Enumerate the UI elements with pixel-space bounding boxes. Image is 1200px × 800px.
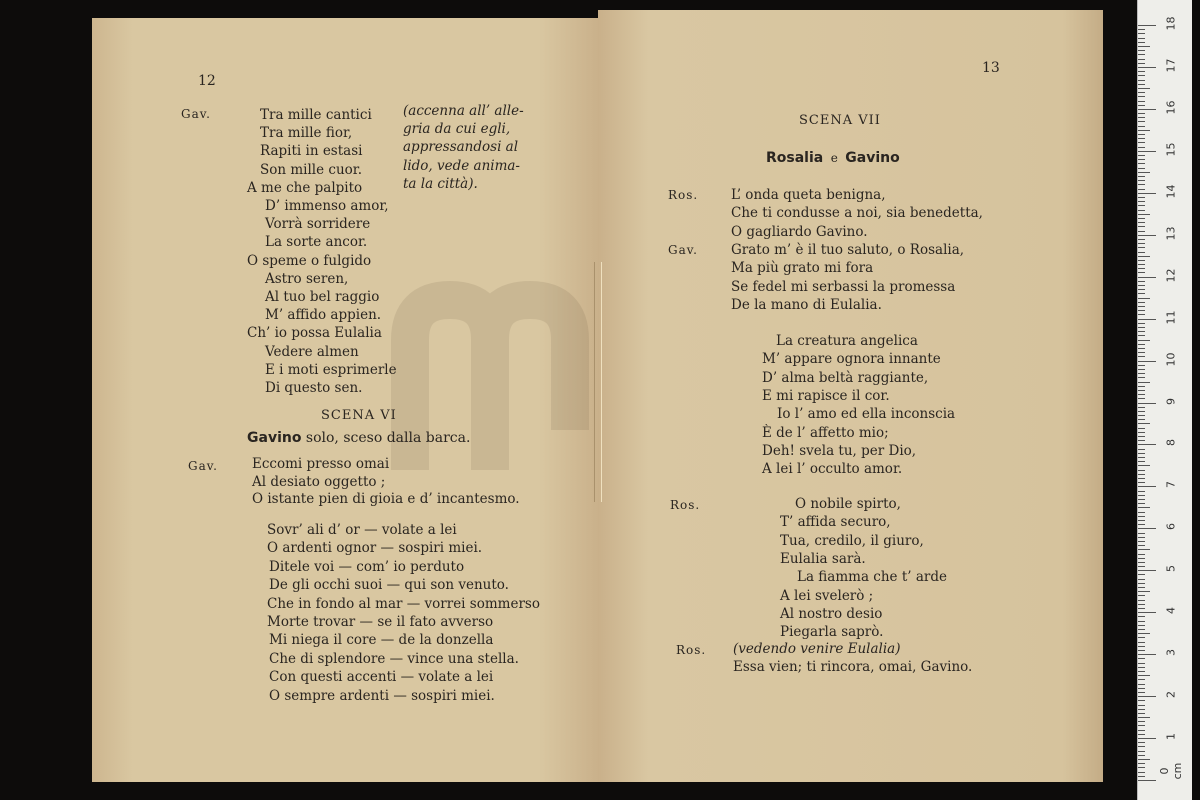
ruler-tick	[1138, 713, 1145, 714]
ruler-tick	[1138, 746, 1145, 747]
verse-line: Al nostro desio	[780, 605, 883, 622]
ruler-tick	[1138, 256, 1150, 257]
ruler-tick	[1138, 776, 1145, 777]
verse-line: T’ affida securo,	[780, 514, 891, 531]
ruler-tick	[1138, 671, 1145, 672]
ruler-tick	[1138, 482, 1145, 483]
ruler-tick	[1138, 168, 1145, 169]
ruler-tick	[1138, 101, 1145, 102]
ruler-tick	[1138, 84, 1145, 85]
scene-heading: SCENA VII	[799, 113, 881, 128]
ruler-tick	[1138, 189, 1145, 190]
ruler-tick	[1138, 285, 1145, 286]
ruler-tick	[1138, 210, 1145, 211]
verse-line: Son mille cuor.	[260, 161, 363, 178]
ruler-tick	[1138, 587, 1145, 588]
verse-line: M’ appare ognora innante	[762, 351, 941, 368]
speaker-label: Ros.	[668, 188, 699, 202]
ruler-tick	[1138, 512, 1145, 513]
ruler-tick	[1138, 562, 1145, 563]
verse-line: gria da cui egli,	[403, 121, 511, 138]
verse-line: Mi niega il core — de la donzella	[269, 632, 494, 649]
ruler-tick	[1138, 105, 1145, 106]
ruler-tick	[1138, 155, 1145, 156]
ruler-tick	[1138, 558, 1145, 559]
ruler-tick	[1138, 684, 1145, 685]
ruler-tick	[1138, 352, 1145, 353]
ruler-tick	[1138, 176, 1145, 177]
ruler-tick	[1138, 38, 1145, 39]
ruler-tick	[1138, 272, 1145, 273]
ruler-label: 17	[1164, 58, 1178, 73]
ruler-tick	[1138, 528, 1156, 529]
ruler-tick	[1138, 398, 1145, 399]
ruler-tick	[1138, 218, 1145, 219]
ruler-tick	[1138, 29, 1145, 30]
ruler-tick	[1138, 180, 1145, 181]
verse-line: Con questi accenti — volate a lei	[269, 669, 494, 686]
ruler-tick	[1138, 268, 1145, 269]
verse-line: appressandosi al	[403, 139, 519, 156]
speaker-label: Gav.	[181, 107, 211, 121]
verse-line: lido, vede anima-	[403, 157, 520, 174]
ruler-tick	[1138, 692, 1145, 693]
ruler-tick	[1138, 574, 1145, 575]
ruler-tick	[1138, 423, 1150, 424]
verse-line: M’ affido appien.	[265, 307, 382, 324]
ruler-tick	[1138, 516, 1145, 517]
verse-line: Se fedel mi serbassi la promessa	[731, 278, 956, 295]
ruler-tick	[1138, 566, 1145, 567]
ruler-tick	[1138, 428, 1145, 429]
ruler-tick	[1138, 637, 1145, 638]
ruler-tick	[1138, 742, 1145, 743]
verse-line: O sempre ardenti — sospiri miei.	[269, 687, 495, 704]
ruler-tick	[1138, 340, 1150, 341]
ruler-tick	[1138, 440, 1145, 441]
verse-line: Eccomi presso omai	[252, 456, 390, 472]
ruler-label: 15	[1164, 142, 1178, 157]
ruler-tick	[1138, 390, 1145, 391]
ruler-tick	[1138, 247, 1145, 248]
ruler-tick	[1138, 616, 1145, 617]
ruler-tick	[1138, 117, 1145, 118]
measuring-ruler	[1137, 0, 1192, 800]
ruler-label: 0 cm	[1158, 762, 1184, 780]
ruler-tick	[1138, 356, 1145, 357]
ruler-tick	[1138, 751, 1145, 752]
ruler-label: 10	[1164, 352, 1178, 367]
verse-line: Che in fondo al mar — vorrei sommerso	[267, 595, 540, 612]
ruler-label: 11	[1164, 310, 1178, 325]
page-number-left: 12	[198, 73, 216, 89]
verse-line: L’ onda queta benigna,	[731, 187, 886, 203]
ruler-tick	[1138, 348, 1145, 349]
verse-line: D’ alma beltà raggiante,	[762, 369, 929, 386]
ruler-tick	[1138, 696, 1156, 697]
ruler-tick	[1138, 444, 1156, 445]
ruler-tick	[1138, 377, 1145, 378]
ruler-tick	[1138, 621, 1145, 622]
character-name: Rosalia	[766, 150, 824, 166]
ruler-tick	[1138, 42, 1145, 43]
ruler-tick	[1138, 75, 1145, 76]
ruler-label: 7	[1164, 481, 1178, 489]
ruler-tick	[1138, 407, 1145, 408]
ruler-tick	[1138, 54, 1145, 55]
ruler-tick	[1138, 205, 1145, 206]
verse-line: Piegarla saprò.	[780, 624, 884, 641]
ruler-tick	[1138, 608, 1145, 609]
ruler-tick	[1138, 197, 1145, 198]
ruler-tick	[1138, 524, 1145, 525]
ruler-tick	[1138, 491, 1145, 492]
ruler-tick	[1138, 461, 1145, 462]
ruler-tick	[1138, 767, 1145, 768]
speaker-label: Gav.	[188, 459, 218, 473]
ruler-tick	[1138, 88, 1150, 89]
verse-line: A lei l’ occulto amor.	[762, 461, 903, 478]
ruler-tick	[1138, 470, 1145, 471]
ruler-tick	[1138, 453, 1145, 454]
ruler-tick	[1138, 654, 1156, 655]
verse-line: E mi rapisce il cor.	[762, 387, 890, 404]
ruler-tick	[1138, 449, 1145, 450]
ruler-tick	[1138, 604, 1145, 605]
ruler-tick	[1138, 142, 1145, 143]
ruler-tick	[1138, 226, 1145, 227]
ruler-tick	[1138, 126, 1145, 127]
speaker-label: Gav.	[668, 243, 698, 257]
ruler-tick	[1138, 147, 1145, 148]
ruler-tick	[1138, 71, 1145, 72]
ruler-tick	[1138, 679, 1145, 680]
ruler-tick	[1138, 151, 1156, 152]
verse-line: D’ immenso amor,	[265, 198, 389, 214]
verse-line: Al tuo bel raggio	[265, 289, 380, 305]
museum-watermark-logo	[390, 280, 640, 480]
ruler-tick	[1138, 113, 1145, 114]
ruler-tick	[1138, 591, 1150, 592]
ruler-tick	[1138, 667, 1145, 668]
ruler-tick	[1138, 310, 1145, 311]
ruler-tick	[1138, 465, 1150, 466]
ruler-tick	[1138, 642, 1145, 643]
ruler-label: 4	[1164, 607, 1178, 615]
ruler-tick	[1138, 709, 1145, 710]
verse-line: Rapiti in estasi	[260, 143, 363, 160]
ruler-tick	[1138, 419, 1145, 420]
ruler-tick	[1138, 772, 1145, 773]
ruler-tick	[1138, 46, 1150, 47]
verse-line: O gagliardo Gavino.	[731, 223, 868, 240]
speaker-label: Ros.	[670, 498, 701, 512]
ruler-tick	[1138, 780, 1156, 781]
ruler-tick	[1138, 579, 1145, 580]
ruler-label: 13	[1164, 226, 1178, 241]
ruler-tick	[1138, 243, 1145, 244]
ruler-tick	[1138, 721, 1145, 722]
ruler-tick	[1138, 545, 1145, 546]
ruler-tick	[1138, 717, 1150, 718]
ruler-tick	[1138, 625, 1145, 626]
verse-line: Vorrà sorridere	[265, 216, 371, 233]
ruler-tick	[1138, 239, 1145, 240]
ruler-tick	[1138, 33, 1145, 34]
ruler-tick	[1138, 344, 1145, 345]
ruler-tick	[1138, 700, 1145, 701]
ruler-tick	[1138, 763, 1145, 764]
verse-line: Grato m’ è il tuo saluto, o Rosalia,	[731, 242, 965, 258]
stage-direction: (vedendo venire Eulalia)	[733, 641, 901, 657]
ruler-tick	[1138, 289, 1145, 290]
verse-line: Io l’ amo ed ella inconscia	[777, 406, 956, 423]
ruler-tick	[1138, 293, 1145, 294]
ruler-tick	[1138, 411, 1145, 412]
ruler-label: 5	[1164, 565, 1178, 573]
ruler-label: 16	[1164, 100, 1178, 115]
ruler-tick	[1138, 63, 1145, 64]
ruler-tick	[1138, 583, 1145, 584]
verse-line: E i moti esprimerle	[265, 361, 397, 378]
speaker-label: Ros.	[676, 643, 707, 657]
ruler-tick	[1138, 222, 1145, 223]
ruler-tick	[1138, 327, 1145, 328]
ruler-tick	[1138, 193, 1156, 194]
ruler-tick	[1138, 403, 1156, 404]
ruler-tick	[1138, 499, 1145, 500]
verse-line: O ardenti ognor — sospiri miei.	[267, 540, 483, 557]
ruler-label: 6	[1164, 523, 1178, 531]
page-number-right: 13	[982, 60, 1000, 76]
verse-line: O istante pien di gioia e d’ incantesmo.	[252, 491, 520, 507]
ruler-tick	[1138, 260, 1145, 261]
ruler-tick	[1138, 570, 1156, 571]
verse-line: Deh! svela tu, per Dio,	[762, 442, 917, 459]
verse-line: È de l’ affetto mio;	[762, 424, 889, 441]
ruler-tick	[1138, 554, 1145, 555]
ruler-tick	[1138, 134, 1145, 135]
ruler-tick	[1138, 25, 1156, 26]
verse-line: La creatura angelica	[776, 333, 918, 349]
ruler-tick	[1138, 235, 1156, 236]
verse-line: A lei svelerò ;	[780, 587, 874, 604]
verse-line: Astro seren,	[265, 270, 349, 287]
verse-line: A me che palpito	[247, 179, 363, 196]
ruler-tick	[1138, 298, 1150, 299]
ruler-tick	[1138, 59, 1145, 60]
ruler-label: 1	[1164, 733, 1178, 741]
scene-heading: SCENA VI	[321, 408, 397, 423]
ruler-tick	[1138, 432, 1145, 433]
ruler-tick	[1138, 730, 1145, 731]
scene-note: solo, sceso dalla barca.	[305, 430, 471, 446]
ruler-tick	[1138, 214, 1150, 215]
ruler-tick	[1138, 264, 1145, 265]
scene-characters	[766, 150, 900, 166]
ruler-tick	[1138, 365, 1145, 366]
ruler-tick	[1138, 231, 1145, 232]
ruler-tick	[1138, 612, 1156, 613]
ruler-tick	[1138, 600, 1145, 601]
ruler-tick	[1138, 738, 1156, 739]
ruler-label: 12	[1164, 268, 1178, 283]
ruler-tick	[1138, 163, 1145, 164]
scene-description	[247, 430, 470, 446]
ruler-tick	[1138, 319, 1156, 320]
verse-line: Tua, credilo, il giuro,	[780, 532, 924, 549]
ruler-tick	[1138, 658, 1145, 659]
ruler-tick	[1138, 457, 1145, 458]
verse-line: De la mano di Eulalia.	[731, 296, 882, 313]
ruler-tick	[1138, 629, 1145, 630]
verse-line: Al desiato oggetto ;	[252, 473, 386, 490]
ruler-label: 9	[1164, 397, 1178, 405]
verse-line: Tra mille fior,	[260, 125, 353, 142]
ruler-tick	[1138, 323, 1145, 324]
ruler-tick	[1138, 306, 1145, 307]
ruler-tick	[1138, 96, 1145, 97]
verse-line: Morte trovar — se il fato avverso	[267, 614, 494, 630]
verse-line: La sorte ancor.	[265, 234, 368, 251]
ruler-tick	[1138, 495, 1145, 496]
ruler-tick	[1138, 184, 1145, 185]
ruler-tick	[1138, 675, 1150, 676]
ruler-tick	[1138, 252, 1145, 253]
ruler-tick	[1138, 663, 1145, 664]
ruler-tick	[1138, 533, 1145, 534]
ruler-tick	[1138, 759, 1150, 760]
verse-line: Essa vien; ti rincora, omai, Gavino.	[733, 659, 973, 675]
ruler-tick	[1138, 172, 1150, 173]
ruler-tick	[1138, 92, 1145, 93]
ruler-tick	[1138, 541, 1145, 542]
ruler-tick	[1138, 394, 1145, 395]
ruler-tick	[1138, 734, 1145, 735]
ruler-label: 8	[1164, 439, 1178, 447]
ruler-tick	[1138, 302, 1145, 303]
ruler-tick	[1138, 507, 1150, 508]
verse-line: (accenna all’ alle-	[403, 103, 524, 119]
ruler-tick	[1138, 121, 1145, 122]
ruler-tick	[1138, 382, 1150, 383]
ruler-label: 14	[1164, 184, 1178, 199]
ruler-tick	[1138, 369, 1145, 370]
ruler-tick	[1138, 80, 1145, 81]
ruler-tick	[1138, 474, 1145, 475]
ruler-tick	[1138, 331, 1145, 332]
ruler-tick	[1138, 650, 1145, 651]
verse-line: Ditele voi — com’ io perduto	[269, 558, 465, 575]
character-name: Gavino	[845, 150, 900, 166]
ruler-tick	[1138, 549, 1150, 550]
ruler-tick	[1138, 277, 1156, 278]
ruler-tick	[1138, 50, 1145, 51]
ruler-tick	[1138, 478, 1145, 479]
verse-line: Eulalia sarà.	[780, 550, 866, 567]
ruler-tick	[1138, 503, 1145, 504]
verse-line: Sovr’ ali d’ or — volate a lei	[267, 522, 457, 538]
ruler-label: 3	[1164, 649, 1178, 657]
ruler-tick	[1138, 436, 1145, 437]
ruler-tick	[1138, 755, 1145, 756]
verse-line: Ma più grato mi fora	[731, 260, 874, 277]
verse-line: Che di splendore — vince una stella.	[269, 650, 519, 667]
verse-line: De gli occhi suoi — qui son venuto.	[269, 577, 509, 594]
ruler-tick	[1138, 725, 1145, 726]
ruler-tick	[1138, 688, 1145, 689]
verse-line: Tra mille cantici	[260, 107, 372, 123]
ruler-label: 18	[1164, 16, 1178, 31]
ruler-tick	[1138, 109, 1156, 110]
verse-line: Che ti condusse a noi, sia benedetta,	[731, 205, 983, 222]
ruler-tick	[1138, 537, 1145, 538]
ruler-tick	[1138, 314, 1145, 315]
ruler-tick	[1138, 201, 1145, 202]
ruler-tick	[1138, 486, 1156, 487]
ruler-tick	[1138, 361, 1156, 362]
ruler-tick	[1138, 415, 1145, 416]
ruler-label: 2	[1164, 691, 1178, 699]
verse-line: O speme o fulgido	[247, 252, 372, 269]
verse-line: O nobile spirto,	[795, 496, 901, 512]
ruler-tick	[1138, 646, 1145, 647]
verse-line: La fiamma che t’ arde	[797, 569, 947, 586]
ruler-tick	[1138, 138, 1145, 139]
conjunction: e	[830, 151, 838, 165]
verse-line: Vedere almen	[265, 343, 359, 360]
character-name: Gavino	[247, 430, 302, 446]
ruler-tick	[1138, 633, 1150, 634]
ruler-tick	[1138, 159, 1145, 160]
ruler-tick	[1138, 281, 1145, 282]
ruler-tick	[1138, 595, 1145, 596]
ruler-tick	[1138, 335, 1145, 336]
verse-line: Ch’ io possa Eulalia	[247, 325, 382, 342]
ruler-tick	[1138, 67, 1156, 68]
verse-line: Di questo sen.	[265, 380, 363, 396]
ruler-tick	[1138, 130, 1150, 131]
ruler-tick	[1138, 373, 1145, 374]
verse-line: ta la città).	[403, 175, 478, 192]
ruler-tick	[1138, 386, 1145, 387]
ruler-tick	[1138, 520, 1145, 521]
ruler-tick	[1138, 705, 1145, 706]
